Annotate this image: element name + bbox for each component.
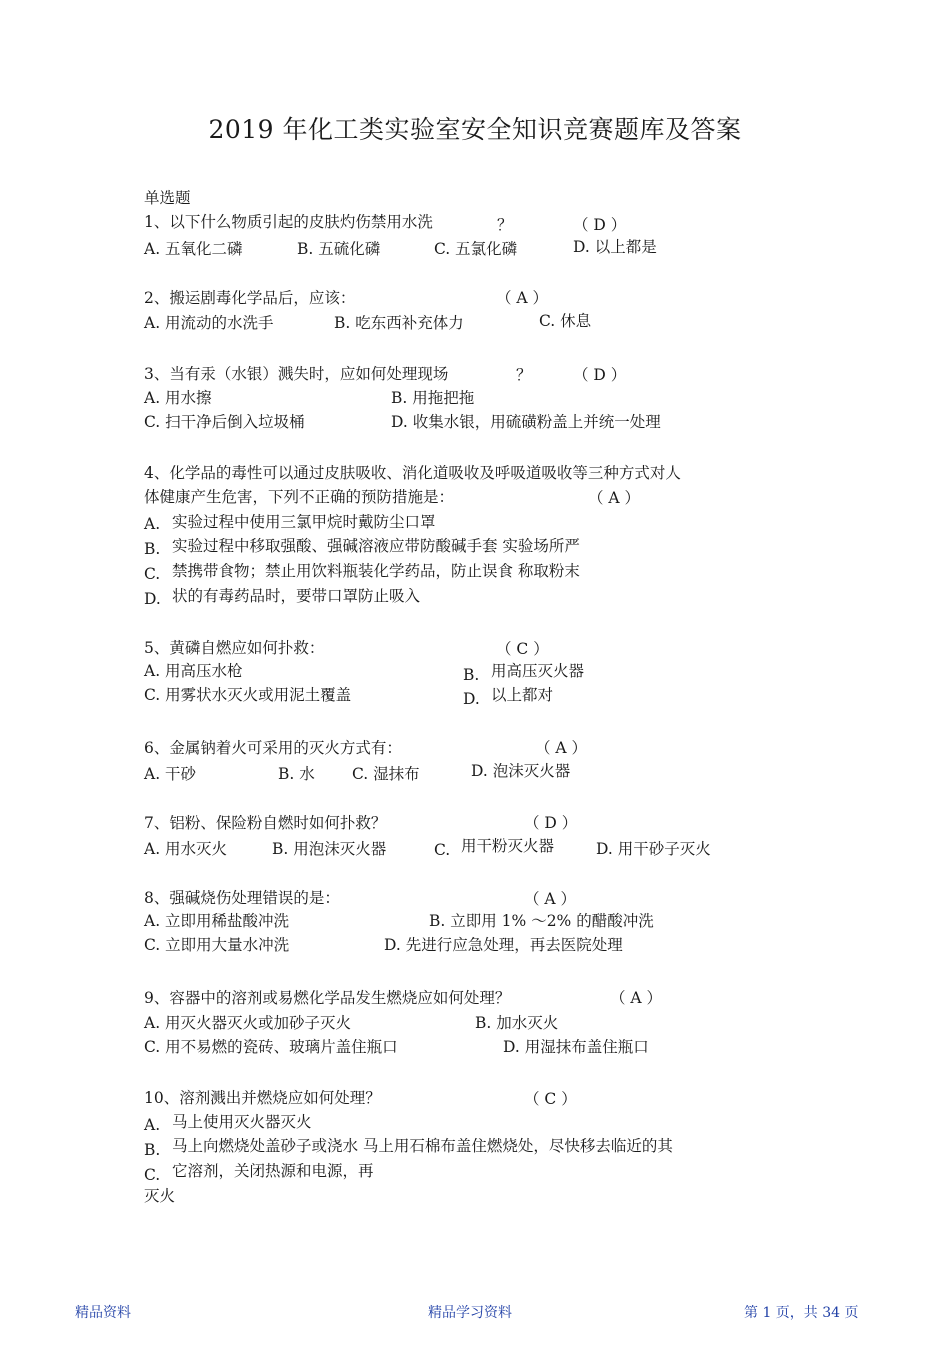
document-title: 2019 年化工类实验室安全知识竞赛题库及答案: [208, 115, 742, 144]
option: A. 干砂: [144, 765, 197, 783]
option: B. 五硫化磷: [297, 240, 381, 258]
option: A. 立即用稀盐酸冲洗: [144, 912, 290, 930]
answer-key: （ D ）: [573, 366, 627, 384]
answer-key: （ C ）: [524, 1090, 577, 1108]
question-stem: 6、金属钠着火可采用的灭火方式有：: [144, 739, 402, 757]
option-text: 用高压灭火器: [491, 662, 585, 680]
answer-key: （ C ）: [496, 640, 549, 658]
option-text: 实验过程中移取强酸、强碱溶液应带防酸碱手套 实验场所严: [172, 537, 580, 555]
option-letter: A.: [144, 1116, 161, 1134]
option: D. 泡沫灭火器: [471, 762, 571, 780]
option: D. 先进行应急处理，再去医院处理: [384, 936, 623, 954]
option: A. 用灭火器灭火或加砂子灭火: [144, 1014, 352, 1032]
option-letter: A.: [144, 515, 161, 533]
option-text: 实验过程中使用三氯甲烷时戴防尘口罩: [172, 513, 436, 531]
option-letter: C.: [144, 1166, 161, 1184]
option-letter: C.: [144, 565, 161, 583]
footer-center-label: 精品学习资料: [428, 1305, 512, 1321]
option-letter: D.: [144, 590, 161, 608]
option: B. 加水灭火: [475, 1014, 559, 1032]
question-stem: 5、黄磷自燃应如何扑救：: [144, 639, 325, 657]
question-stem: 1、以下什么物质引起的皮肤灼伤禁用水洗: [144, 213, 433, 231]
option: A. 用高压水枪: [144, 662, 243, 680]
option-text: 它溶剂，关闭热源和电源，再: [172, 1162, 374, 1180]
answer-key: （ A ）: [610, 989, 663, 1007]
answer-key: （ D ）: [573, 216, 627, 234]
question-stem: 3、当有汞（水银）溅失时，应如何处理现场: [144, 365, 449, 383]
option-text: 用干粉灭火器: [461, 837, 555, 855]
option: C. 五氯化磷: [434, 240, 518, 258]
option-letter: D.: [463, 690, 480, 708]
option: C. 湿抹布: [352, 765, 420, 783]
option-letter: C.: [434, 841, 451, 859]
answer-key: （ A ）: [535, 739, 588, 757]
option-text: 以上都对: [491, 686, 554, 704]
option: C. 用不易燃的瓷砖、玻璃片盖住瓶口: [144, 1038, 398, 1056]
option: B. 吃东西补充体力: [334, 314, 464, 332]
question-stem: 2、搬运剧毒化学品后，应该：: [144, 289, 356, 307]
footer-left-label: 精品资料: [75, 1305, 131, 1321]
answer-key: （ A ）: [524, 890, 577, 908]
option-text: 状的有毒药品时，要带口罩防止吸入: [172, 587, 421, 605]
option: B. 用拖把拖: [391, 389, 475, 407]
option-text: 禁携带食物；禁止用饮料瓶装化学药品，防止误食 称取粉末: [172, 562, 580, 580]
option-continuation: 灭火: [144, 1187, 176, 1205]
option-text: 马上使用灭火器灭火: [172, 1113, 312, 1131]
option-letter: B.: [463, 666, 480, 684]
page-number: 第 1 页，共 34 页: [744, 1305, 859, 1321]
question-stem-continued: 体健康产生危害，下列不正确的预防措施是：: [144, 488, 455, 506]
option: A. 用流动的水洗手: [144, 314, 274, 332]
question-stem: 9、容器中的溶剂或易燃化学品发生燃烧应如何处理？: [144, 989, 511, 1007]
option-text: 马上向燃烧处盖砂子或浇水 马上用石棉布盖住燃烧处，尽快移去临近的其: [172, 1137, 673, 1155]
option: B. 用泡沫灭火器: [272, 840, 387, 858]
option: A. 用水擦: [144, 389, 212, 407]
option: C. 休息: [539, 312, 592, 330]
question-mark: ？: [516, 366, 532, 384]
option: D. 以上都是: [573, 238, 657, 256]
question-stem: 7、铝粉、保险粉自燃时如何扑救？: [144, 814, 387, 832]
option: D. 用湿抹布盖住瓶口: [503, 1038, 649, 1056]
option: A. 用水灭火: [144, 840, 228, 858]
section-heading: 单选题: [144, 189, 191, 207]
question-stem: 4、化学品的毒性可以通过皮肤吸收、消化道吸收及呼吸道吸收等三种方式对人: [144, 464, 681, 482]
option: A. 五氧化二磷: [144, 240, 243, 258]
option: B. 水: [278, 765, 315, 783]
answer-key: （ A ）: [496, 289, 549, 307]
option-letter: B.: [144, 1141, 161, 1159]
answer-key: （ D ）: [524, 814, 578, 832]
option: B. 立即用 1% ～2% 的醋酸冲洗: [429, 912, 654, 930]
question-stem: 10、溶剂溅出并燃烧应如何处理？: [144, 1089, 381, 1107]
question-mark: ？: [497, 216, 513, 234]
option: D. 收集水银，用硫磺粉盖上并统一处理: [391, 413, 661, 431]
option: C. 用雾状水灭火或用泥土覆盖: [144, 686, 352, 704]
option: D. 用干砂子灭火: [596, 840, 711, 858]
option: C. 扫干净后倒入垃圾桶: [144, 413, 305, 431]
option-letter: B.: [144, 540, 161, 558]
option: C. 立即用大量水冲洗: [144, 936, 290, 954]
question-stem: 8、强碱烧伤处理错误的是：: [144, 889, 340, 907]
answer-key: （ A ）: [588, 489, 641, 507]
